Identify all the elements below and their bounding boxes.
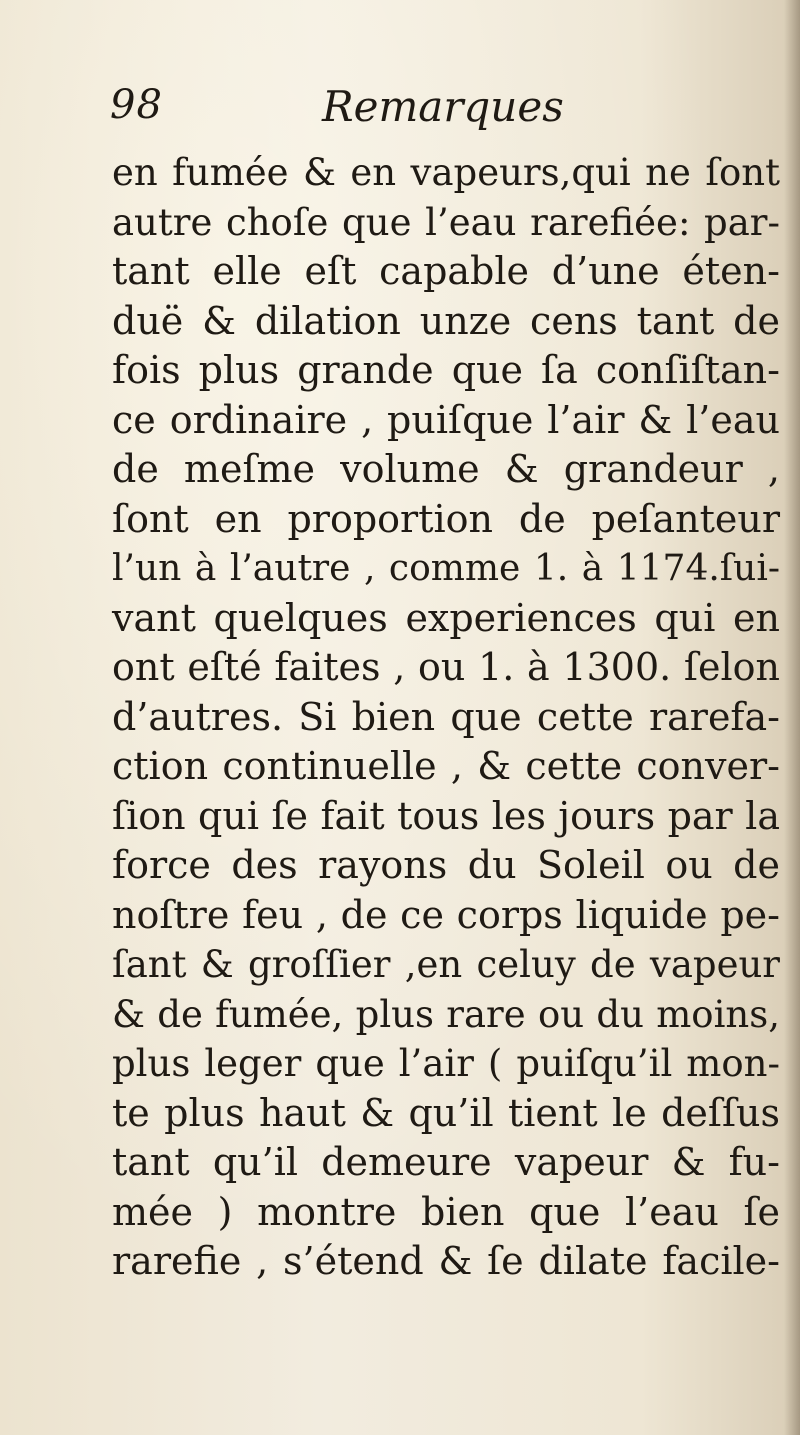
text-line: force des rayons du Soleil ou de [112, 843, 780, 887]
text-line: tant qu’il demeure vapeur & fu- [112, 1140, 780, 1184]
text-line: vant quelques experiences qui en [112, 595, 780, 640]
text-line: en fumée & en vapeurs,qui ne ſont [112, 151, 780, 194]
text-line: l’un à l’autre , comme 1. à 1174.ſui- [112, 548, 780, 589]
text-line: & de fumée, plus rare ou du moins, [112, 992, 780, 1036]
text-line: fois plus grande que ſa conſiſtan- [112, 348, 780, 392]
text-line: mée ) montre bien que l’eau ſe [112, 1189, 780, 1234]
text-line: rarefie , s’étend & ſe dilate facile- [112, 1239, 780, 1283]
running-head: Remarques [322, 82, 564, 131]
text-line: plus leger que l’air ( puiſqu’il mon- [112, 1042, 780, 1085]
text-line: autre choſe que l’eau rarefiée: par- [112, 200, 780, 244]
text-line: te plus haut & qu’il tient le deſſus [112, 1090, 780, 1135]
text-line: ſont en proportion de peſanteur [112, 496, 780, 541]
text-line: duë & dilation unze cens tant de [112, 298, 780, 343]
text-line: ſion qui ſe fait tous les jours par la [112, 793, 780, 838]
text-line: ont eſté faites , ou 1. à 1300. ſelon [112, 645, 780, 689]
text-line: ſant & groſſier ,en celuy de vapeur [112, 943, 780, 986]
page-gutter-shadow [784, 0, 800, 1435]
page-header [110, 82, 770, 142]
text-line: noſtre feu , de ce corps liquide pe- [112, 892, 780, 937]
text-line: ce ordinaire , puiſque l’air & l’eau [112, 397, 780, 442]
body-text [112, 148, 780, 1287]
text-line: de meſme volume & grandeur , [112, 447, 780, 491]
page-number: 98 [110, 82, 163, 128]
text-line: d’autres. Si bien que cette rarefa- [112, 694, 780, 739]
text-line: tant elle eſt capable d’une éten- [112, 249, 780, 293]
text-line: ction continuelle , & cette conver- [112, 744, 780, 788]
